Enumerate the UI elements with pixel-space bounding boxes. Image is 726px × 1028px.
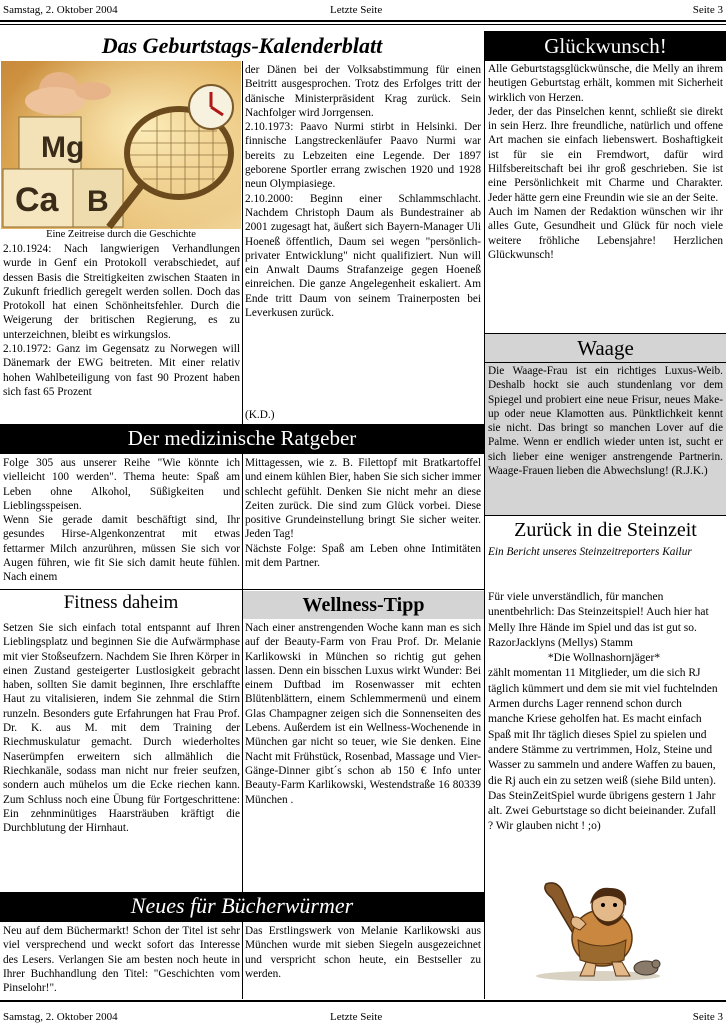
- calendar-signature: (K.D.): [245, 409, 275, 421]
- congrats-text: [488, 62, 723, 332]
- calendar-entry-1924: 2.10.1924: Nach langwierigen Verhandlungen wurde in Genf ein Protokoll verabschiedet, auf dessen Basis die Streitigkeiten zwischen Staaten in Zukunft friedlich geregelt werden sollen. Doch das Protokoll hat einen Schönheitsfehler. Durch die Weigerung der britischen Regierung, es zu unterzeichnen, bleibt es wirkungslos.: [3, 243, 240, 341]
- calendar-entry-1972: 2.10.1972: Ganz im Gegensatz zu Norwegen will Dänemark der EWG beitreten. Mit einer relativ hohen Wahlbeteiligung von fast 90 Prozent haben sich fast 65 Prozent: [3, 343, 240, 398]
- header-page: Seite 3: [692, 4, 723, 16]
- congrats-intro: Alle Geburtstagsglückwünsche, die Melly an ihrem heutigen Geburtstag erhält, kommen mit Sicherheit wirklich von Herzen.: [488, 63, 723, 104]
- books-column-divider: [242, 922, 243, 999]
- running-footer: [3, 1010, 723, 1026]
- footer-title: Letzte Seite: [330, 1011, 383, 1023]
- running-header: [3, 3, 723, 19]
- footer-page: Seite 3: [692, 1011, 723, 1023]
- stoneage-intro: Für viele unverständlich, für manchen unentbehrlich: Das Steinzeitspiel! Auch hier hat Melly Ihre Hände im Spiel und das ist gut so. RazorJacklyns (Mellys) Stamm: [488, 591, 709, 649]
- medical-body-1: Wenn Sie gerade damit beschäftigt sind, Ihr gesundes Hirse-Algenkonzentrat mit etwas fettarmer Milch anzurühren, müssen Sie sich vor Augen führen, wie fit Sie sich damit heute fühlen. Nach einem: [3, 514, 240, 584]
- element-b-label: B: [87, 185, 109, 218]
- medical-column-divider: [242, 454, 243, 589]
- medical-title: Der medizinische Ratgeber: [0, 424, 484, 454]
- fitness-wellness-divider: [242, 590, 243, 892]
- header-title: Letzte Seite: [330, 4, 383, 16]
- footer-date: Samstag, 2. Oktober 2004: [3, 1011, 118, 1023]
- calendar-illustration: [1, 61, 241, 229]
- calendar-entry-1973: 2.10.1973: Paavo Nurmi stirbt in Helsinki. Der finnische Langstreckenläufer Paavo Nurmi war bereits zu Lebzeiten eine Legende. Der 1897 geborene Sportler errang zwischen 1920 und 1928 neun Olympiasiege.: [245, 121, 481, 191]
- horoscope-title-rule: [484, 362, 726, 363]
- calendar-right-column: [245, 63, 481, 393]
- calendar-title: Das Geburtstags-Kalenderblatt: [101, 33, 383, 58]
- caveman-icon: [528, 880, 668, 982]
- stoneage-tribe-name: *Die Wollnashornjäger*: [547, 652, 661, 665]
- element-mg-label: Mg: [41, 131, 85, 164]
- medical-right-column: [245, 456, 481, 587]
- medical-intro: Folge 305 aus unserer Reihe "Wie könnte ich vielleicht 100 werden". Thema heute: Spaß am Leben ohne Alkohol, Süßigkeiten und Lieblingsspeisen.: [3, 457, 240, 512]
- calendar-photo: [1, 61, 241, 229]
- wellness-title: Wellness-Tipp: [243, 591, 484, 619]
- books-left-text: Neu auf dem Büchermarkt! Schon der Titel ist sehr viel versprechend und weckt sofort das Interesse des Lesers. Verlangen Sie am besten noch heute in Ihrer Buchhandlung den Titel: "Geschichten vom Pinselohr!".: [3, 925, 240, 995]
- stoneage-text: [488, 590, 720, 880]
- calendar-column-divider: [242, 61, 243, 424]
- fitness-title: Fitness daheim: [63, 592, 179, 613]
- stoneage-byline: Ein Bericht unseres Steinzeitreporters Kailur: [488, 546, 692, 558]
- congrats-character: Jeder, der das Pinselchen kennt, schließt sie direkt in sein Herz. Ihre freundliche, natürlich und offene Art machen sie einfach liebenswert. Boshaftigkeit ist für sie ein Fremdwort, dafür wird Hilfsbereitschaft bei ihr groß geschrieben. Sie ist eine Persönlichkeit mit Charme und Charakter. Jeder hätte gern eine Freundin wie sie an der Seite.: [488, 105, 723, 204]
- header-rule-thin: [0, 24, 726, 25]
- caveman-illustration: [528, 880, 668, 982]
- medical-body-2: Mittagessen, wie z. B. Filettopf mit Bratkartoffel und einem kühlen Bier, haben Sie sich sicher immer schlecht gefühlt. Denken Sie nicht mehr an diese Zeiten zurück. Die sind zum Glück vorbei. Diese positive Grundeinstellung bringt Sie sicher weiter. Jeden Tag!: [245, 457, 481, 541]
- header-date: Samstag, 2. Oktober 2004: [3, 4, 118, 16]
- books-right-text: Das Erstlingswerk von Melanie Karlikowski aus München wurde mit sieben Siegeln ausgezeichnet und verspricht schon heute, ein Bestseller zu werden.: [245, 925, 481, 980]
- wellness-text: Nach einer anstrengenden Woche kann man es sich auf der Beauty-Farm von Frau Prof. Dr. Melanie Karlikowski in München so richtig gut gehen lassen. Denn ein bisschen Luxus wirkt Wunder: Bei einem Duftbad im Rosenwasser mit echten Blütenblättern, einem Schlemmermenü und einem Glas Champagner zeigen sich die Sonnenseiten des Lebens. Außerdem ist ein Wellness-Wochenende in München gar nicht so teuer, wie Sie denken. Eine Nacht mit Frühstück, Rosenbad, Massage und Vier-Gänge-Dinner gibt´s schon ab 150 € Info unter Beauty-Farm Karlikowski, Westendstraße 16 80339 München .: [245, 622, 481, 806]
- stoneage-body: zählt momentan 11 Mitglieder, um die sich RJ täglich kümmert und dem sie mit viel fuchtelnden Armen durchs Lager rennend schon durch manche Kriese geholfen hat. Es macht einfach Spaß mit Ihr täglich dieses Spiel zu spielen und andere Stämme zu vertrimmen, Holz, Steine und Wasser zu sammeln und andere Waffen zu bauen, die Rj auch ein zu setzen weiß (siehe Bild unten). Das SteinZeitSpiel wurde übrigens gestern 1 Jahr alt. Zwei Geburtstage so dicht beieinander. Zufall ? Wir glauben nicht ! ;o): [488, 667, 718, 833]
- fitness-text: Setzen Sie sich einfach total entspannt auf Ihren Lieblingsplatz und beginnen Sie die Aufwärmphase mit vier Stoßseufzern. Nachdem Sie Ihren Körper in einen Zustand gesteigerter Lustlosigkeit gebracht haben, sollten Sie damit beginnen, Ihre erschlaffte Haut zu vitalisieren, indem Sie zehnmal die Stirn runzeln. Besonders gute Erfahrungen hat Frau Prof. Dr. K. aus M. mit dem Training der Riechmuskulatur gemacht. Durch wiederholtes Naserümpfen erweitern sich allmählich die Riechkanäle, sodass man nicht nur freier seufzen, sondern auch mühelos um die Ecke riechen kann. Zum Schluss noch eine Übung für Fortgeschrittene: Ein zehnminütiges Haarsträuben kräftigt die Durchblutung der Hirnhaut.: [3, 622, 240, 835]
- horoscope-title: Waage: [577, 336, 634, 360]
- footer-rule: [0, 1000, 726, 1002]
- calendar-caption: Eine Zeitreise durch die Geschichte: [46, 229, 196, 240]
- calendar-entry-2000: 2.10.2000: Beginn einer Schlammschlacht. Nachdem Christoph Daum als Bundestrainer ab 2001 zugesagt hat, äußert sich Bayern-Manager Uli Hoeneß öffentlich, Daum sei wegen "persönlich-privater Entwicklung" nicht qualifiziert. Nun will ein Anwalt Daums Strafanzeige gegen Hoeneß einreichen. Die ganze Angelegenheit eskaliert. Am Ende tritt Daum von seinem Trainerposten bei Leverkusen zurück.: [245, 192, 481, 320]
- medical-left-column: [3, 456, 240, 587]
- calendar-left-column: [3, 242, 240, 424]
- books-title: Neues für Bücherwürmer: [0, 892, 484, 922]
- congrats-wishes: Auch im Namen der Redaktion wünschen wir ihr alles Gute, Gesundheit und Glück für noch viele weitere fröhliche Lebensjahre! Herzlichen Glückwunsch!: [488, 205, 723, 261]
- calendar-entry-1972-cont: der Dänen bei der Volksabstimmung für einen Beitritt ausgesprochen. Trotz des Erfolges tritt der dänische Ministerpräsident Krag zurück. Sein Nachfolger wird Jorrgensen.: [245, 64, 481, 119]
- element-ca-label: Ca: [15, 181, 59, 219]
- stoneage-title: Zurück in die Steinzeit: [514, 519, 697, 541]
- congrats-title: Glückwunsch!: [485, 31, 726, 61]
- horoscope-text: Die Waage-Frau ist ein richtiges Luxus-Weib. Deshalb hockt sie auch stundenlang vor dem Spiegel und probiert eine neue Frisur, neues Make-up oder neue Klamotten aus. Pünktlichkeit kennt sie nicht. Das bringt so manchen Lover auf die Palme. Wenn er endlich wieder unten ist, sucht er sich lieber eine weniger anstrengende Partnerin. Waage-Frauen lieben die Abwechslung! (R.J.K.): [488, 365, 723, 478]
- medical-next-episode: Nächste Folge: Spaß am Leben ohne Intimitäten mit dem Partner.: [245, 542, 481, 570]
- header-rule: [0, 20, 726, 22]
